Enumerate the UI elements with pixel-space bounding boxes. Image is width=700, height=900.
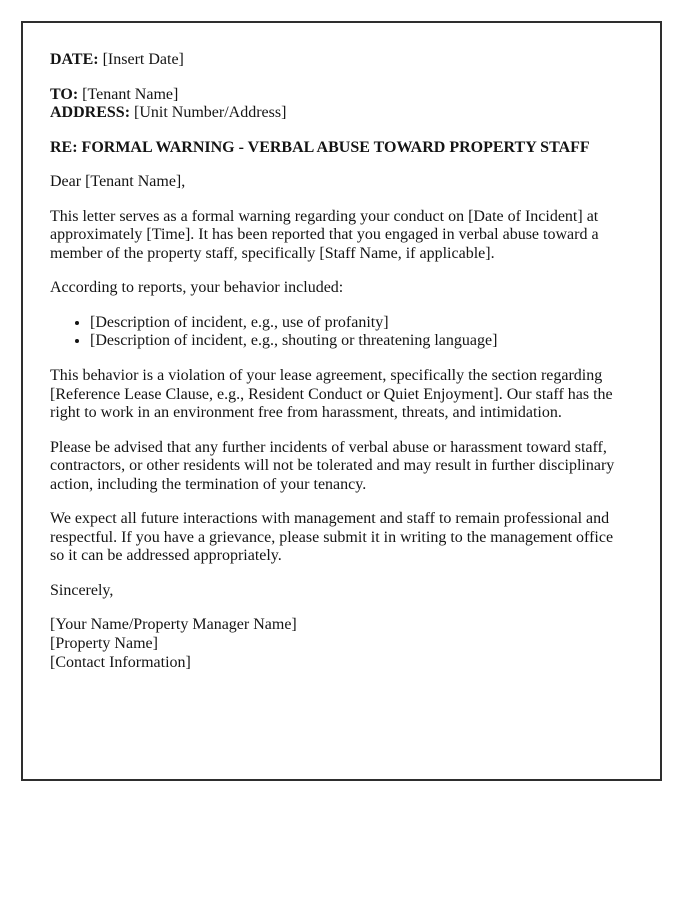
salutation: Dear [Tenant Name], bbox=[50, 173, 186, 191]
recipient-block bbox=[50, 86, 616, 123]
date-value: [Insert Date] bbox=[102, 51, 184, 68]
to-value: [Tenant Name] bbox=[82, 85, 179, 103]
signature-block bbox=[50, 616, 616, 672]
paragraph-expectation: We expect all future interactions with management and staff to remain professional and respectful. If you have a grievance, please submit it in writing to the management office so it can be addressed appropriately. bbox=[50, 510, 614, 565]
address-value: [Unit Number/Address] bbox=[134, 104, 287, 122]
to-label: TO: bbox=[50, 85, 79, 103]
date-line bbox=[50, 51, 616, 70]
address-label: ADDRESS: bbox=[50, 104, 131, 122]
paragraph-incident: This letter serves as a formal warning regarding your conduct on [Date of Incident] at approximately [Time]. It has been reported that you engaged in verbal abuse toward a member of the property staff, specifically [Staff Name, if applicable]. bbox=[50, 207, 599, 262]
paragraph-warning: Please be advised that any further incidents of verbal abuse or harassment toward staff, contractors, or other residents will not be tolerated and may result in further disciplinary action, including the termination of your tenancy. bbox=[50, 438, 615, 493]
subject-line: RE: FORMAL WARNING - VERBAL ABUSE TOWARD PROPERTY STAFF bbox=[50, 138, 590, 156]
incident-bullet-list bbox=[50, 314, 616, 351]
bullet-item: • [Description of incident, e.g., use of profanity] bbox=[90, 314, 616, 333]
date-label: DATE: bbox=[50, 51, 99, 68]
paragraph-violation: This behavior is a violation of your lease agreement, specifically the section regarding [Reference Lease Clause, e.g., Resident Conduct or Quiet Enjoyment]. Our staff has the right to work in an environment free from harassment, threats, and intimidation. bbox=[50, 367, 613, 422]
bullet-item: • [Description of incident, e.g., shouting or threatening language] bbox=[90, 332, 616, 351]
signature-name: [Your Name/Property Manager Name] bbox=[50, 616, 297, 634]
paragraph-behavior-intro: According to reports, your behavior included: bbox=[50, 279, 344, 297]
signature-contact: [Contact Information] bbox=[50, 653, 191, 671]
closing: Sincerely, bbox=[50, 581, 114, 599]
signature-property: [Property Name] bbox=[50, 635, 158, 653]
letter-document bbox=[21, 21, 662, 781]
